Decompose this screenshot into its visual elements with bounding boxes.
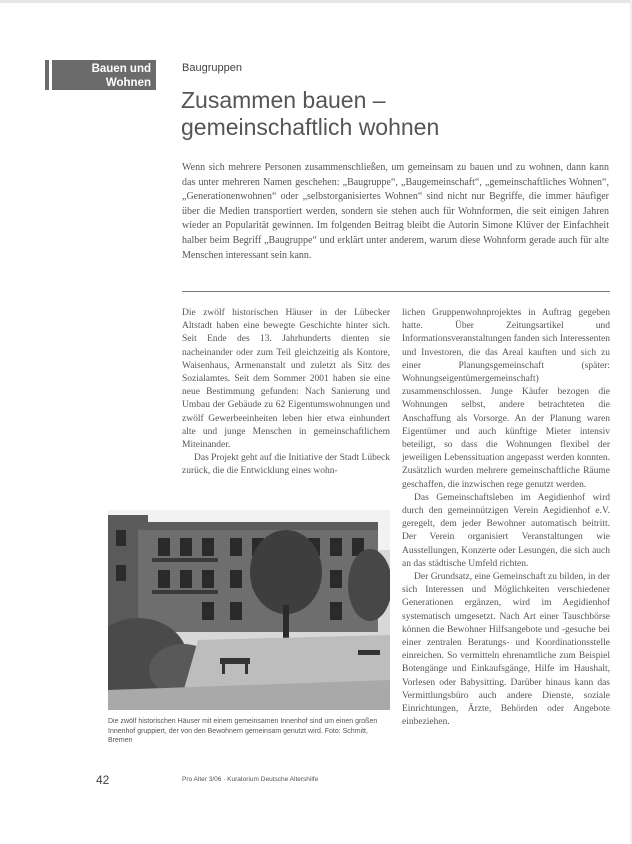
article-title-line2: gemeinschaftlich wohnen (181, 114, 440, 140)
section-tag-line2: Wohnen (105, 77, 151, 89)
section-divider (182, 291, 610, 292)
photo-caption: Die zwölf historischen Häuser mit einem gemeinsamen Innenhof sind um einen großen Innenhof gruppiert, der von den Bewohnern gemeinsam genutzt wird. Foto: Schmitt, Bremen (108, 718, 378, 745)
article-title-line1: Zusammen bauen – (181, 87, 386, 113)
running-footer: Pro Alter 3/06 · Kuratorium Deutsche Altershilfe (182, 776, 319, 783)
article-lead: Wenn sich mehrere Personen zusammenschließen, um gemeinsam zu bauen und zu wohnen, dann kann das unter mehreren Namen geschehen: „Baugruppe“, „Baugemeinschaft“, „gemeinschaftliches Wohnen“, „Generationenwohnen“ oder „selbstorganisiertes Wohnen“ sind nicht nur Begriffe, die immer häufiger über die Medien transportiert werden, sondern sie stehen auch für Wohnformen, die seit einigen Jahren wieder an Popularität gewinnen. Im folgenden Beitrag bleibt die Autorin Simone Klüver der Einfachheit halber beim Begriff „Baugruppe“ und erklärt unter anderem, warum diese Wohnform gerade auch für alte Menschen interessant sein kann. (182, 162, 609, 261)
article-kicker: Baugruppen (182, 62, 242, 74)
courtyard-photo (108, 510, 390, 710)
article-title (181, 87, 601, 141)
body-column-left (182, 307, 390, 479)
body-paragraph: Der Grundsatz, eine Gemeinschaft zu bilden, in der sich Interessen und Möglichkeiten verschiedener Generationen ergänzen, wird im Aegidienhof systematisch umgesetzt. Nach Art einer Tauschbörse können die Bewohner Hilfsangebote und -gesuche bei einer zentralen Beratungs- und Koordinationsstelle einreichen. So vermitteln ehrenamtliche zum Beispiel Botengänge und Einkaufsgänge, Hilfe im Haushalt, Vorlesen oder Babysitting. Darüber hinaus kann das Vermittlungsbüro auch andere Dienste, soziale Einrichtungen, Ärzte, Behörden oder Angebote einbeziehen. (402, 572, 610, 728)
section-tag-line1: Bauen und (91, 63, 151, 75)
body-paragraph: lichen Gruppenwohnprojektes in Auftrag gegeben hatte. Über Zeitungsartikel und Informationsveranstaltungen fanden sich Interessenten und Investoren, die das Areal kauften und sich zu einer Planungsgemeinschaft (später: Wohnungseigentümergemeinschaft) zusammenschlossen. Junge Käufer bezogen die Wohnungen selbst, andere betrachteten die Anschaffung als Vorsorge. An der Planung waren Eigentümer und auch künftige Mieter intensiv beteiligt, so dass die Wohnungen flexibel der jeweiligen Lebenssituation angepasst werden konnten. Zusätzlich wurden mehrere gemeinschaftliche Räume geschaffen, die inzwischen rege genutzt werden. (402, 308, 610, 490)
section-tag-bar (45, 60, 49, 90)
body-paragraph: Die zwölf historischen Häuser in der Lübecker Altstadt haben eine bewegte Geschichte hinter sich. Seit Ende des 13. Jahrhunderts dienten sie nacheinander oder zum Teil gleichzeitig als Kontore, Waisenhaus, Armenanstalt und zuletzt als Sitz des Sozialamtes. Seit dem Sommer 2001 haben sie eine neue Bestimmung gefunden: Nach Sanierung und Umbau der Gebäude zu 62 Eigentumswohnungen und zwölf Gewerbeeinheiten leben hier etwa einhundert alte und junge Menschen in gemeinschaftlichem Miteinander. (182, 308, 390, 451)
body-paragraph: Das Projekt geht auf die Initiative der Stadt Lübeck zurück, die die Entwicklung eines wohn- (182, 453, 390, 477)
section-tag (52, 60, 156, 90)
body-column-right (402, 307, 610, 730)
courtyard-photo-illustration (108, 510, 390, 710)
body-paragraph: Das Gemeinschaftsleben im Aegidienhof wird durch den gemeinnützigen Verein Aegidienhof e.V. geregelt, dem jeder Bewohner automatisch beitritt. Der Verein organisiert Veranstaltungen wie Ausstellungen, Konzerte oder Lesungen, die sich auch an das städtische Umfeld richten. (402, 492, 610, 569)
page-number: 42 (96, 773, 110, 787)
page-top-edge (0, 0, 632, 3)
